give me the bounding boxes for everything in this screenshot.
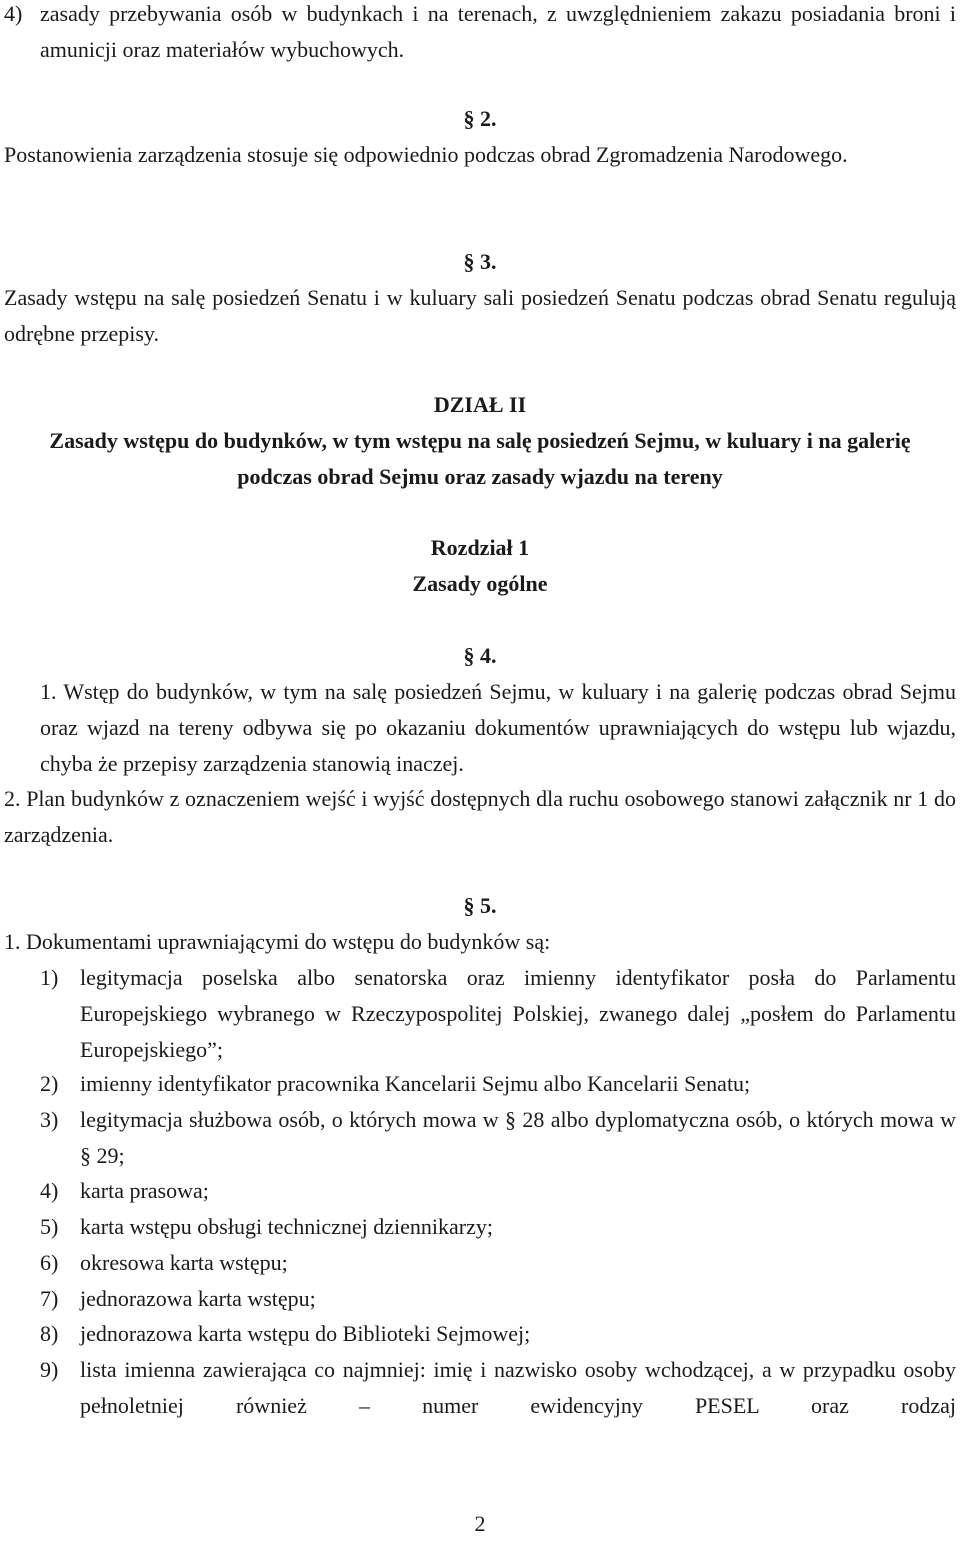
list-item-number: 9) [40,1357,59,1382]
list-item-number: 5) [40,1214,59,1239]
list-item-text: okresowa karta wstępu; [80,1250,288,1275]
section-4-paragraph-1: 1. Wstęp do budynków, w tym na salę posiedzeń Sejmu, w kuluary i na galerię podczas obrad Sejmu oraz wjazd na tereny odbywa się po okazaniu dokumentów uprawniających do wstępu lub wjazdu, chyba że przepisy zarządzenia stanowią inaczej. [40,679,956,776]
section-2-text: Postanowienia zarządzenia stosuje się odpowiednio podczas obrad Zgromadzenia Narodowego. [4,142,848,167]
list-item-text: lista imienna zawierająca co najmniej: imię i nazwisko osoby wchodzącej, a w przypadku osoby pełnoletniej również – numer ewidencyjny PESEL oraz rodzaj [80,1357,956,1418]
list-item-number: 4) [40,1178,59,1203]
section-5-intro: 1. Dokumentami uprawniającymi do wstępu do budynków są: [4,929,551,954]
section-5-heading: § 5. [463,893,497,918]
list-item [40,960,956,1068]
list-item-text: legitymacja służbowa osób, o których mowa w § 28 albo dyplomatyczna osób, o których mowa w § 29; [80,1107,956,1168]
section-3-text: Zasady wstępu na salę posiedzeń Senatu i w kuluary sali posiedzeń Senatu podczas obrad Senatu regulują odrębne przepisy. [4,285,956,346]
section-3-heading: § 3. [463,249,497,274]
list-item [40,1316,956,1352]
list-item-text: legitymacja poselska albo senatorska oraz imienny identyfikator posła do Parlamentu Europejskiego wybranego w Rzeczypospolitej Polskiej, zwanego dalej „posłem do Parlamentu Europejskiego”; [80,965,956,1062]
list-item-number: 2) [40,1071,59,1096]
list-item-text: jednorazowa karta wstępu do Biblioteki Sejmowej; [80,1321,531,1346]
top-list-item [4,0,956,68]
list-item-text: karta prasowa; [80,1178,209,1203]
list-item-number: 3) [40,1107,59,1132]
list-item [40,1245,956,1281]
list-item [40,1209,956,1245]
section-2-heading: § 2. [463,106,497,131]
list-item [40,1066,956,1102]
top-item-number: 4) [4,1,23,26]
list-item-number: 8) [40,1321,59,1346]
list-item-number: 6) [40,1250,59,1275]
list-item [40,1352,956,1424]
list-item-text: karta wstępu obsługi technicznej dziennikarzy; [80,1214,493,1239]
top-item-text: zasady przebywania osób w budynkach i na terenach, z uwzględnieniem zakazu posiadania broni i amunicji oraz materiałów wybuchowych. [40,1,956,62]
section-4-heading: § 4. [463,643,497,668]
list-item [40,1173,956,1209]
list-item [40,1102,956,1174]
page-number: 2 [474,1511,486,1536]
list-item-text: imienny identyfikator pracownika Kancelarii Sejmu albo Kancelarii Senatu; [80,1071,751,1096]
chapter-label: Rozdział 1 [430,535,530,560]
section-4-paragraph-2: 2. Plan budynków z oznaczeniem wejść i wyjść dostępnych dla ruchu osobowego stanowi załącznik nr 1 do zarządzenia. [4,786,956,847]
division-title: Zasady wstępu do budynków, w tym wstępu na salę posiedzeń Sejmu, w kuluary i na galerię podczas obrad Sejmu oraz zasady wjazdu na tereny [49,428,911,489]
list-item-text: jednorazowa karta wstępu; [80,1286,316,1311]
chapter-title: Zasady ogólne [412,571,548,596]
list-item-number: 1) [40,965,59,990]
list-item [40,1281,956,1317]
list-item-number: 7) [40,1286,59,1311]
division-label: DZIAŁ II [433,392,527,417]
